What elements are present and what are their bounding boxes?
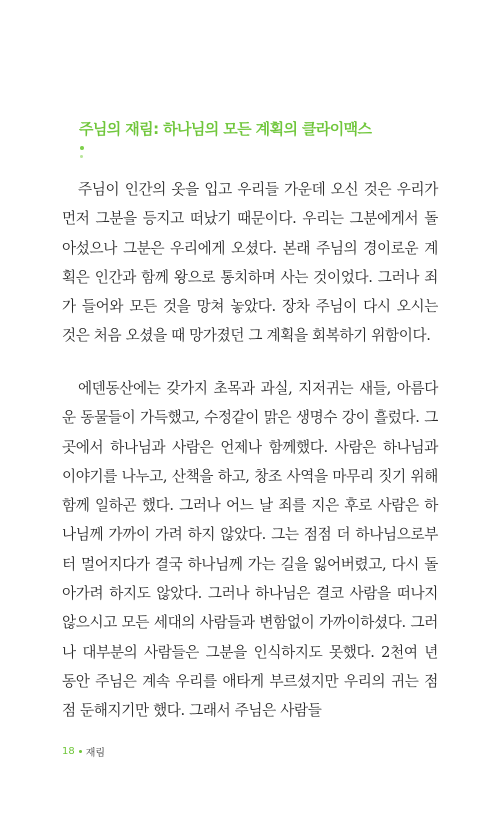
- running-title: 재림: [85, 748, 106, 759]
- ornament-dot-small: [80, 155, 83, 158]
- page-number: 18: [62, 746, 75, 757]
- paragraph-2: 에덴동산에는 갖가지 초목과 과실, 지저귀는 새들, 아름다운 동물들이 가득했고, 수정같이 맑은 생명수 강이 흘렀다. 그곳에서 하나님과 사람은 언제나 함께했다. 사람은 하나님과 이야기를 나누고, 산책을 하고, 창조 사역을 마무리 짓기 위해 함께 일하곤 했다. 그러나 어느 날 죄를 지은 후로 사람은 하나님께 가까이 가려 하지 않았다. 그는 점점 더 하나님으로부터 멀어지다가 결국 하나님께 가는 길을 잃어버렸고, 다시 돌아가려 하지도 않았다. 그러나 하나님은 결코 사람을 떠나지 않으시고 모든 세대의 사람들과 변함없이 가까이하셨다. 그러나 대부분의 사람들은 그분을 인식하지도 못했다. 2천여 년 동안 주님은 계속 우리를 애타게 부르셨지만 우리의 귀는 점점 둔해지기만 했다. 그래서 주님은 사람들: [62, 380, 438, 720]
- chapter-title: 주님의 재림: 하나님의 모든 계획의 클라이맥스: [79, 120, 372, 138]
- separator-dot-icon: [79, 750, 82, 753]
- paragraph-1: 주님이 인간의 옷을 입고 우리들 가운데 오신 것은 우리가 먼저 그분을 등지고 떠났기 때문이다. 우리는 그분에게서 돌아섰으나 그분은 우리에게 오셨다. 본래 주님의 경이로운 계획은 인간과 함께 왕으로 통치하며 사는 것이었다. 그러나 죄가 들어와 모든 것을 망쳐 놓았다. 장차 주님이 다시 오시는 것은 처음 오셨을 때 망가졌던 그 계획을 회복하기 위함이다.: [62, 181, 438, 345]
- page-footer: [62, 744, 105, 759]
- ornament-dot: [80, 146, 84, 150]
